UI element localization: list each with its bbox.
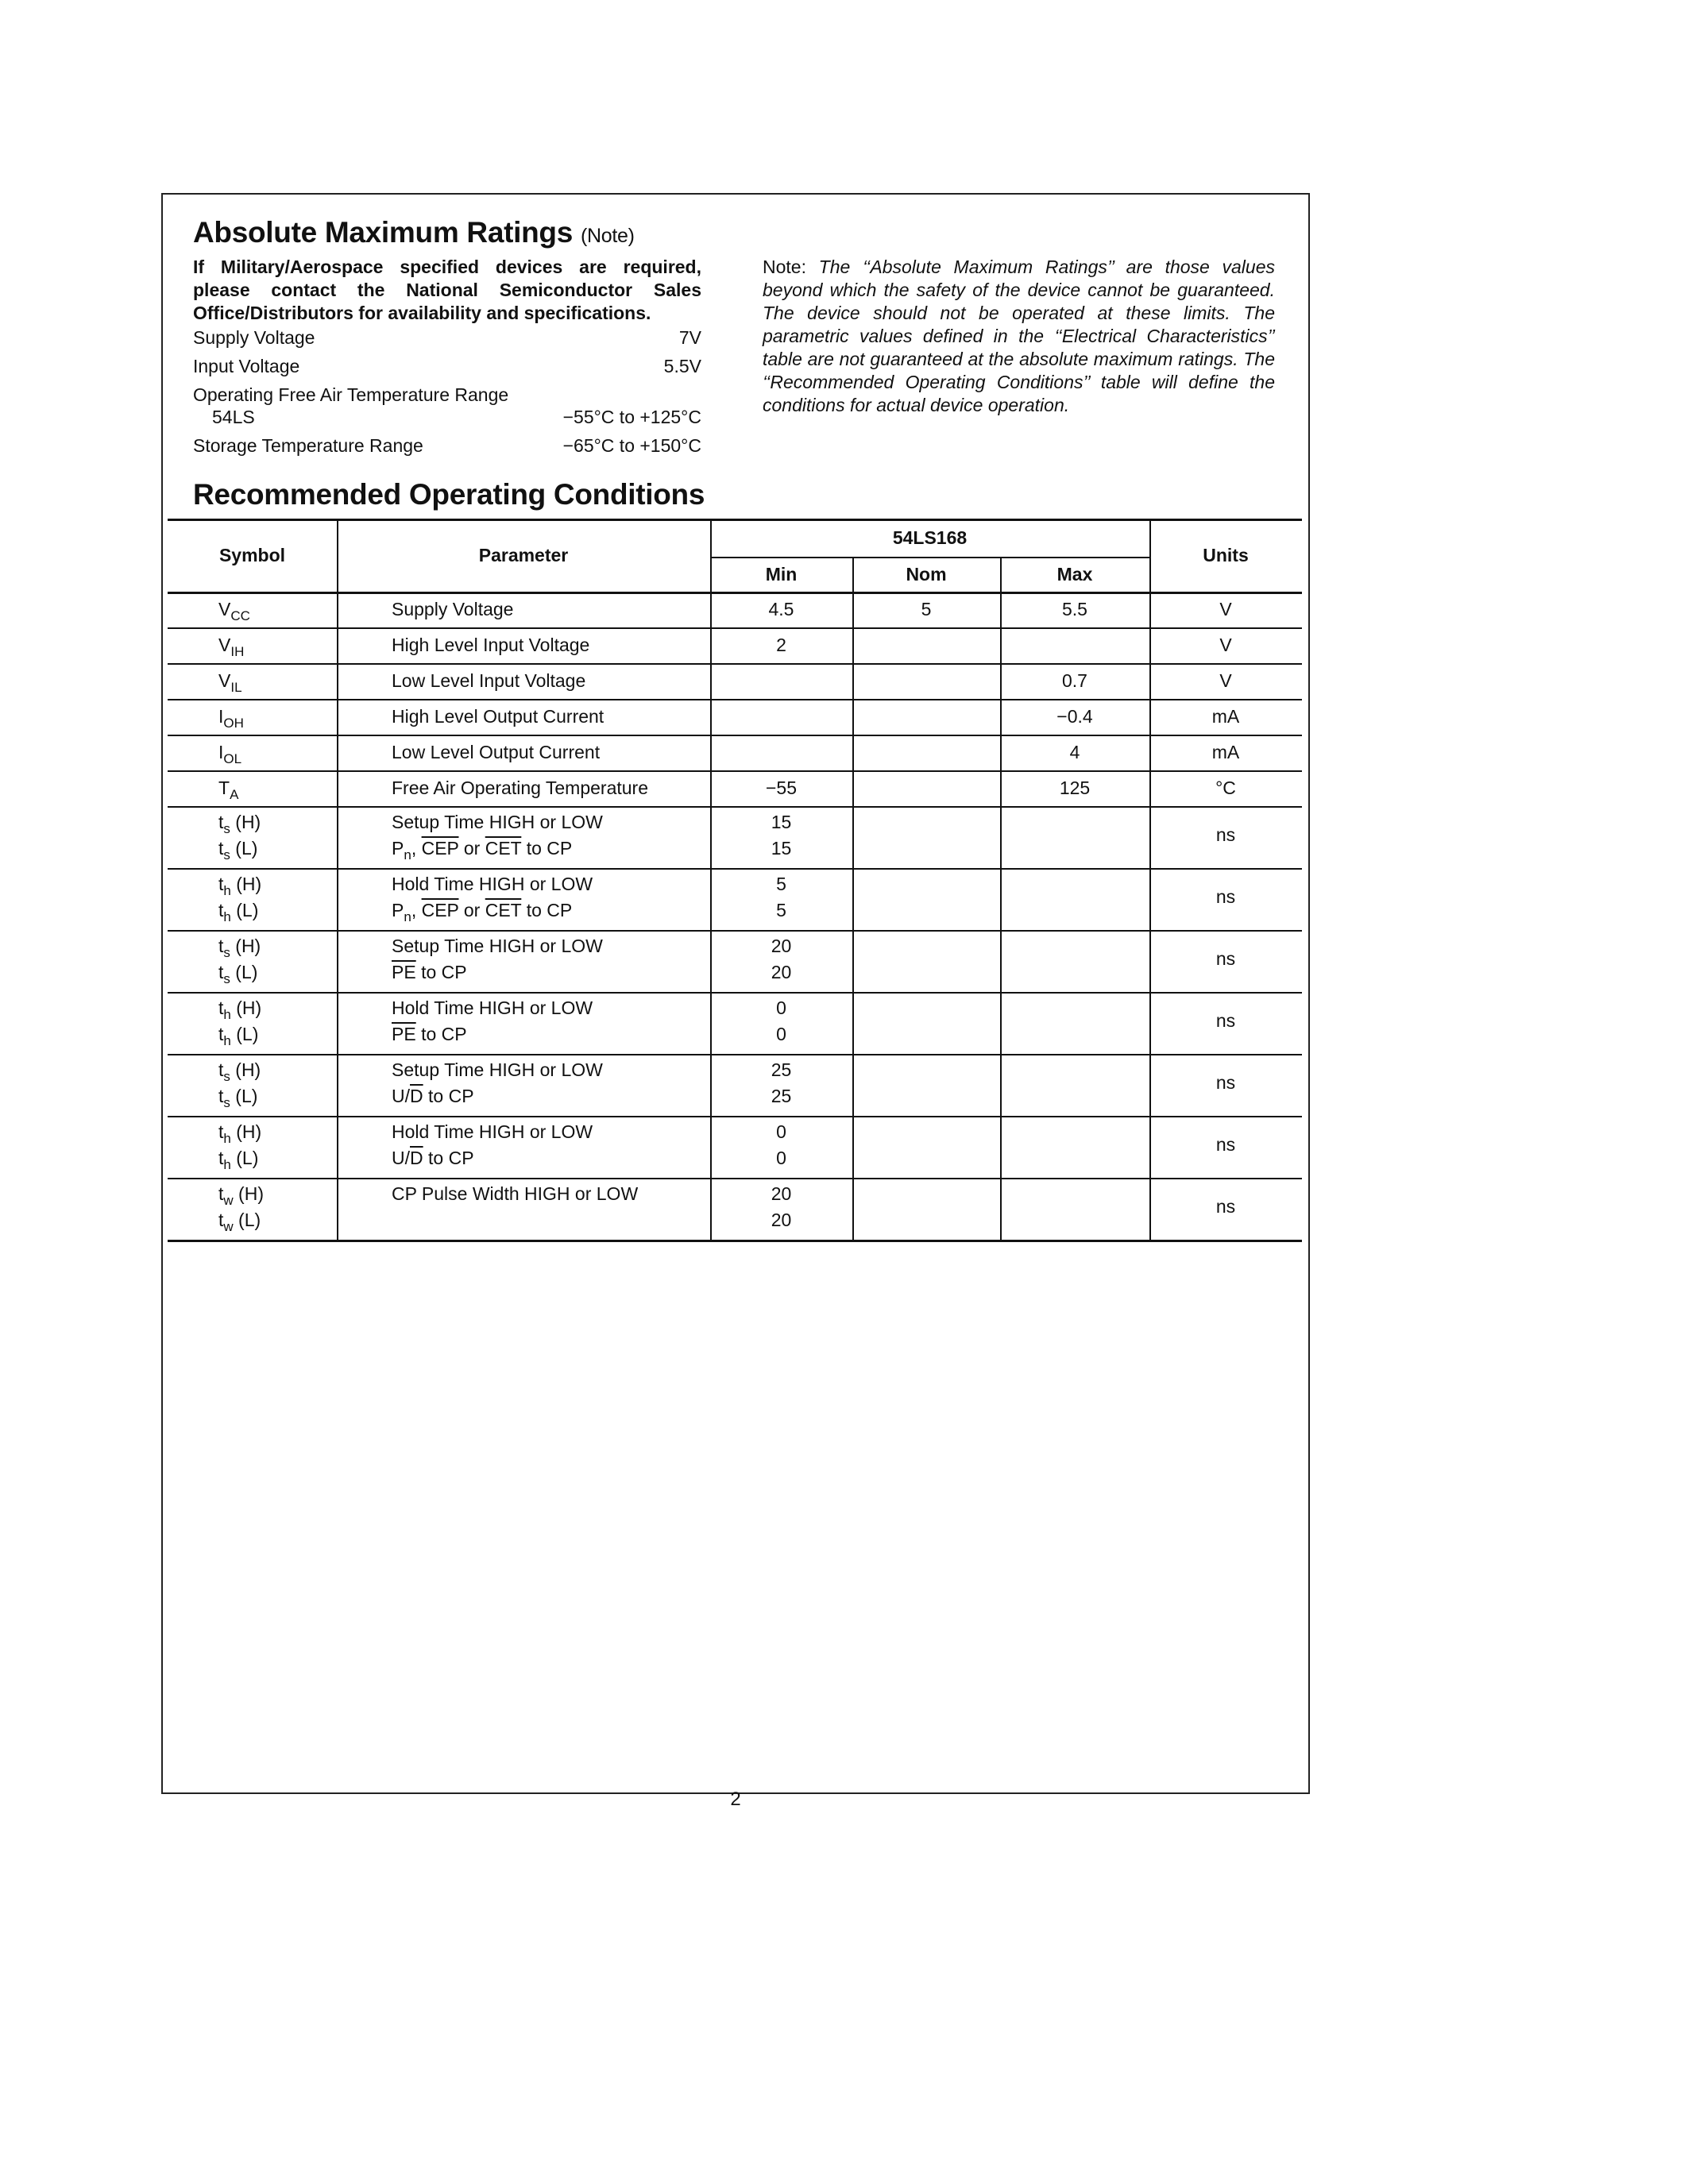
timing-parameter-pins: $P_n$, $\overline{CEP}$ or $\overline{CET}$ to CP	[392, 900, 573, 924]
row-units: V	[1219, 599, 1232, 619]
timing-min-low: 5	[776, 900, 786, 920]
row-symbol: $V_{IH}$	[218, 635, 245, 659]
row-units: mA	[1211, 742, 1240, 762]
timing-symbol-high: $t_h$ (H)	[218, 1121, 262, 1146]
timing-symbol-low: $t_h$ (L)	[218, 900, 259, 924]
timing-units: ns	[1215, 1196, 1236, 1217]
timing-min-high: 20	[771, 1183, 792, 1204]
table-rule	[710, 557, 1149, 558]
row-max: 0.7	[1062, 670, 1087, 691]
row-min: 4.5	[768, 599, 794, 619]
header-min: Min	[765, 564, 798, 585]
timing-units: ns	[1215, 1072, 1236, 1093]
timing-min-high: 20	[771, 936, 792, 956]
timing-min-low: 15	[771, 838, 792, 859]
timing-parameter: Hold Time HIGH or LOW	[392, 997, 593, 1018]
row-parameter: High Level Input Voltage	[392, 635, 590, 655]
row-parameter: High Level Output Current	[392, 706, 605, 727]
timing-min-high: 5	[776, 874, 786, 894]
timing-symbol-low: $t_s$ (L)	[218, 1086, 258, 1110]
row-max: 125	[1059, 778, 1091, 798]
row-parameter: Supply Voltage	[392, 599, 514, 619]
row-units: V	[1219, 635, 1232, 655]
timing-symbol-high: $t_h$ (H)	[218, 874, 262, 898]
timing-min-high: 0	[776, 997, 786, 1018]
absolute-ratings-note: Note: The ‘‘Absolute Maximum Ratings’’ are those values beyond which the safety of the device cannot be guaranteed. The device should not be operated at these limits. The parametric values defined in the ‘‘Electrical Characteristics’’ table are not guaranteed at the absolute maximum ratings. The ‘‘Recommended Operating Conditions’’ table will define the conditions for actual device operation.	[763, 257, 1276, 415]
row-parameter: Low Level Input Voltage	[392, 670, 586, 691]
table-column-rule	[852, 557, 854, 1240]
timing-units: ns	[1215, 1134, 1236, 1155]
military-aerospace-notice: If Military/Aerospace specified devices are required, please contact the National Semiconductor Sales Office/Distributors for availability and specifications.	[193, 257, 701, 323]
timing-parameter-pins: $P_n$, $\overline{CEP}$ or $\overline{CET}$ to CP	[392, 838, 573, 862]
timing-units: ns	[1215, 886, 1236, 907]
timing-parameter-pins: $U/\overline{D}$ to CP	[392, 1148, 474, 1168]
timing-units: ns	[1215, 948, 1236, 969]
timing-min-high: 0	[776, 1121, 786, 1142]
row-nom: 5	[921, 599, 932, 619]
absolute-maximum-ratings-title: Absolute Maximum Ratings (Note)	[193, 216, 635, 249]
header-units: Units	[1203, 545, 1249, 565]
timing-parameter-pins: $\overline{PE}$ to CP	[392, 1024, 467, 1044]
timing-parameter: Setup Time HIGH or LOW	[392, 1059, 603, 1080]
row-symbol: $T_A$	[218, 778, 239, 802]
rating-input-voltage: Input Voltage 5.5V	[193, 356, 701, 376]
timing-parameter: Setup Time HIGH or LOW	[392, 936, 603, 956]
timing-parameter-pins: $\overline{PE}$ to CP	[392, 962, 467, 982]
recommended-operating-conditions-title: Recommended Operating Conditions	[193, 478, 705, 511]
row-min: 2	[776, 635, 786, 655]
timing-symbol-high: $t_s$ (H)	[218, 812, 261, 836]
row-max: 5.5	[1062, 599, 1087, 619]
timing-units: ns	[1215, 824, 1236, 845]
timing-min-low: 0	[776, 1148, 786, 1168]
timing-symbol-low: $t_w$ (L)	[218, 1210, 261, 1234]
table-rule	[168, 1240, 1302, 1242]
timing-min-low: 20	[771, 962, 792, 982]
table-column-rule	[337, 519, 338, 1240]
timing-symbol-low: $t_h$ (L)	[218, 1148, 259, 1172]
timing-symbol-high: $t_w$ (H)	[218, 1183, 264, 1208]
row-units: V	[1219, 670, 1232, 691]
recommended-operating-conditions-table	[168, 519, 1302, 1237]
timing-min-high: 25	[771, 1059, 792, 1080]
note-reference: (Note)	[580, 225, 635, 247]
timing-symbol-low: $t_s$ (L)	[218, 838, 258, 862]
timing-parameter: Hold Time HIGH or LOW	[392, 1121, 593, 1142]
timing-parameter: Hold Time HIGH or LOW	[392, 874, 593, 894]
timing-symbol-high: $t_s$ (H)	[218, 1059, 261, 1084]
header-nom: Nom	[906, 564, 947, 585]
timing-parameter: CP Pulse Width HIGH or LOW	[392, 1183, 639, 1204]
row-symbol: $V_{IL}$	[218, 670, 242, 695]
header-parameter: Parameter	[478, 545, 569, 565]
rating-supply-voltage: Supply Voltage 7V	[193, 327, 701, 348]
timing-min-low: 20	[771, 1210, 792, 1230]
row-units: °C	[1215, 778, 1236, 798]
timing-parameter: Setup Time HIGH or LOW	[392, 812, 603, 832]
timing-units: ns	[1215, 1010, 1236, 1031]
table-column-rule	[1000, 557, 1002, 1240]
rating-operating-temperature: Operating Free Air Temperature Range 54LS −55°C to +125°C	[193, 384, 701, 427]
row-min: −55	[765, 778, 797, 798]
header-54ls168: 54LS168	[892, 527, 968, 548]
timing-min-low: 0	[776, 1024, 786, 1044]
timing-min-low: 25	[771, 1086, 792, 1106]
header-max: Max	[1056, 564, 1093, 585]
timing-symbol-low: $t_s$ (L)	[218, 962, 258, 986]
row-parameter: Free Air Operating Temperature	[392, 778, 649, 798]
row-parameter: Low Level Output Current	[392, 742, 601, 762]
header-symbol: Symbol	[218, 545, 286, 565]
timing-symbol-low: $t_h$ (L)	[218, 1024, 259, 1048]
row-symbol: $V_{CC}$	[218, 599, 250, 623]
page-number: 2	[730, 1788, 741, 1810]
row-units: mA	[1211, 706, 1240, 727]
timing-symbol-high: $t_s$ (H)	[218, 936, 261, 960]
rating-storage-temperature: Storage Temperature Range −65°C to +150°C	[193, 435, 701, 456]
timing-min-high: 15	[771, 812, 792, 832]
row-max: 4	[1069, 742, 1080, 762]
timing-symbol-high: $t_h$ (H)	[218, 997, 262, 1022]
timing-parameter-pins: $U/\overline{D}$ to CP	[392, 1086, 474, 1106]
row-symbol: $I_{OL}$	[218, 742, 242, 766]
row-max: −0.4	[1056, 706, 1093, 727]
row-symbol: $I_{OH}$	[218, 706, 244, 731]
